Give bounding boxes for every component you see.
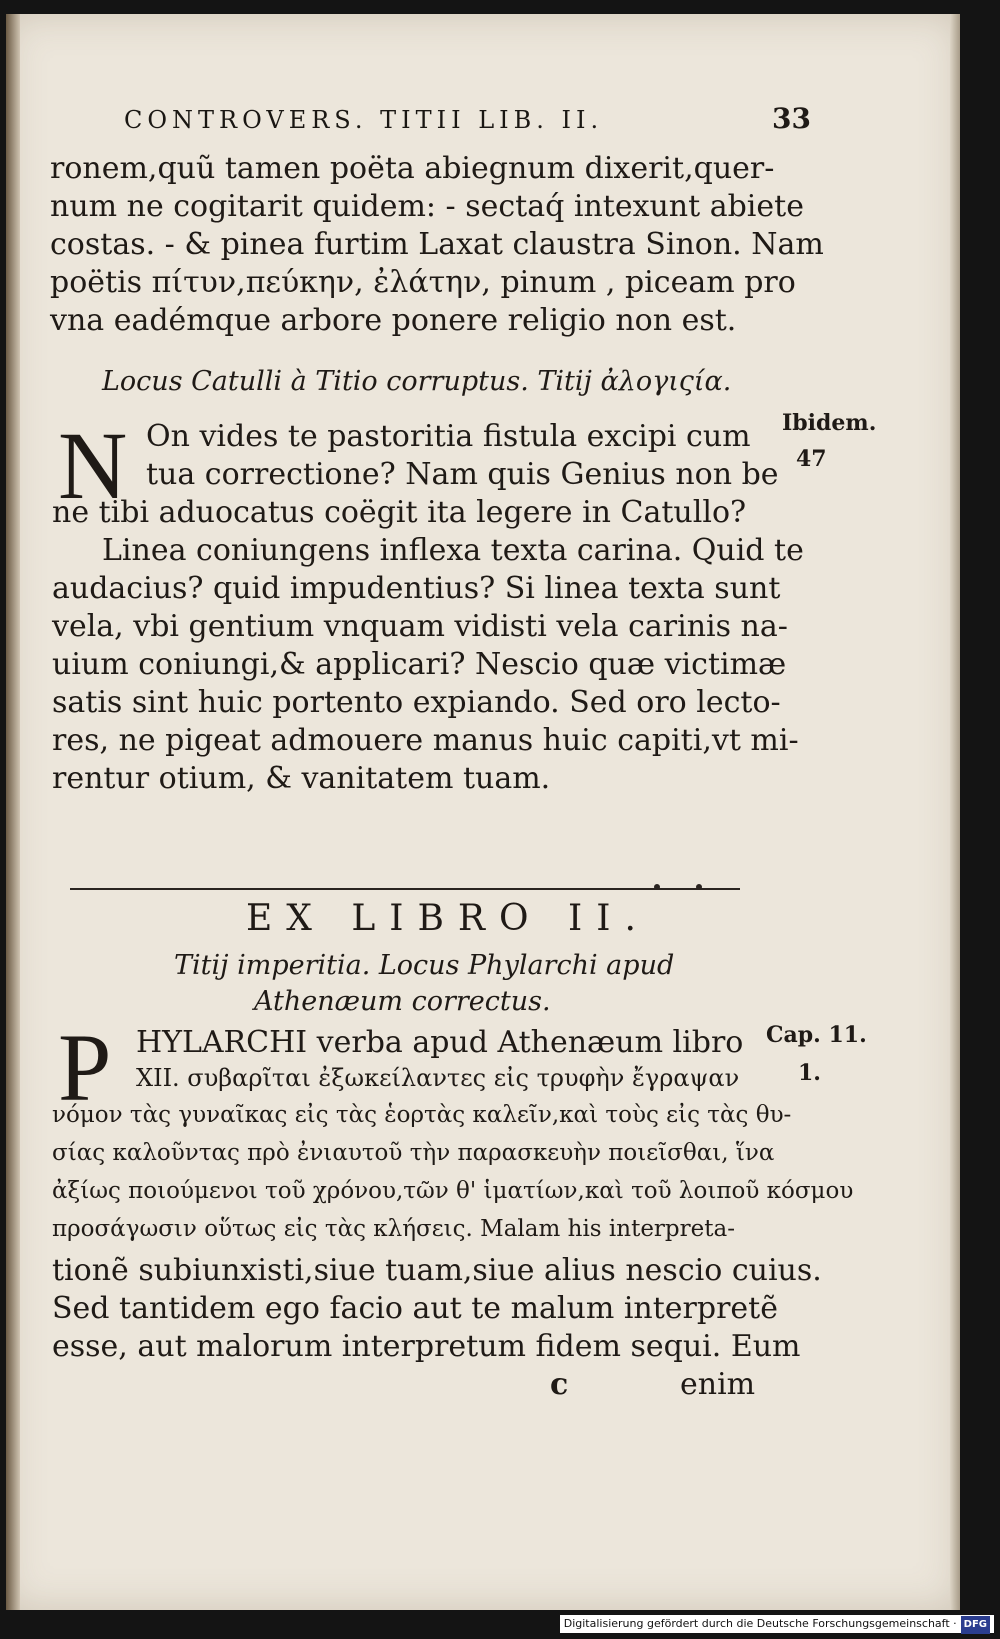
text-line: satis sint huic portento expiando. Sed oro lecto-	[52, 685, 781, 720]
text-line: Sed tantidem ego facio aut te malum interpretẽ	[52, 1291, 778, 1326]
catchword: enim	[680, 1367, 756, 1402]
text-line: On vides te pastoritia fistula excipi cum	[146, 419, 751, 454]
text-line: poëtis πίτυν,πεύκην, ἐλάτην, pinum , piceam pro	[50, 265, 796, 300]
margin-note: 1.	[798, 1060, 821, 1086]
page-spine-shadow	[6, 14, 20, 1610]
text-line: Linea coniungens inflexa texta carina. Quid te	[102, 533, 804, 568]
text-line: uium coniungi,& applicari? Nescio quæ victimæ	[52, 647, 787, 682]
text-line: rentur otium, & vanitatem tuam.	[52, 761, 551, 796]
text-line: ἀξίως ποιούμενοι τοῦ χρόνου,τῶν θ' ἱματίων,καὶ τοῦ λοιποῦ κόσμου	[52, 1178, 854, 1204]
footer-credit	[560, 1615, 994, 1633]
text-line: vela, vbi gentium vnquam vidisti vela carinis na-	[52, 609, 788, 644]
footer-text: Digitalisierung gefördert durch die Deutsche Forschungsgemeinschaft ·	[563, 1617, 957, 1630]
running-header: CONTROVERS. TITII LIB. II.	[124, 106, 604, 134]
text-line: res, ne pigeat admouere manus huic capiti,vt mi-	[52, 723, 799, 758]
text-line: ne tibi aduocatus coëgit ita legere in Catullo?	[52, 495, 747, 530]
text-line: num ne cogitarit quidem: - sectaq́ intexunt abiete	[50, 189, 804, 224]
text-line: tua correctione? Nam quis Genius non be	[146, 457, 779, 492]
drop-capital: P	[58, 1014, 112, 1121]
rule-ornament	[696, 884, 702, 890]
text-line: audacius? quid impudentius? Si linea texta sunt	[52, 571, 781, 606]
signature-mark: c	[550, 1367, 569, 1402]
text-line: vna eadémque arbore ponere religio non est.	[50, 303, 737, 338]
rule-ornament	[654, 884, 660, 890]
section-caption: Titij imperitia. Locus Phylarchi apud	[174, 950, 675, 981]
text-line: νόμον τὰς γυναῖκας εἰς τὰς ἑορτὰς καλεῖν,καὶ τοὺς εἰς τὰς θυ-	[52, 1102, 792, 1128]
margin-note: 47	[796, 446, 827, 472]
text-line: HYLARCHI verba apud Athenæum libro	[136, 1025, 744, 1060]
section-caption: Athenæum correctus.	[254, 986, 551, 1017]
horizontal-rule	[70, 888, 740, 890]
page-edge-shadow	[950, 14, 960, 1610]
section-heading: EX LIBRO II.	[246, 898, 650, 939]
text-line: ronem,quũ tamen poëta abiegnum dixerit,quer-	[50, 151, 775, 186]
text-line: σίας καλοῦντας πρὸ ἐνιαυτοῦ τὴν παρασκευὴν ποιεῖσθαι, ἵνα	[52, 1140, 775, 1166]
text-line: costas. - & pinea furtim Laxat claustra Sinon. Nam	[50, 227, 824, 262]
text-line: XII. συβαρῖται ἐξωκείλαντες εἰς τρυφὴν ἔγραψαν	[136, 1064, 740, 1092]
page-number: 33	[772, 102, 811, 135]
dfg-logo: DFG	[961, 1616, 990, 1634]
margin-note: Cap. 11.	[766, 1022, 867, 1048]
text-line: esse, aut malorum interpretum fidem sequi. Eum	[52, 1329, 801, 1364]
drop-capital: N	[58, 412, 128, 519]
book-page	[6, 14, 960, 1610]
section-caption: Locus Catulli à Titio corruptus. Titij ἀλογιςία.	[102, 366, 732, 397]
margin-note: Ibidem.	[782, 410, 877, 436]
text-line: προσάγωσιν οὕτως εἰς τὰς κλήσεις. Malam his interpreta-	[52, 1216, 735, 1242]
text-line: tionẽ subiunxisti,siue tuam,siue alius nescio cuius.	[52, 1253, 822, 1288]
